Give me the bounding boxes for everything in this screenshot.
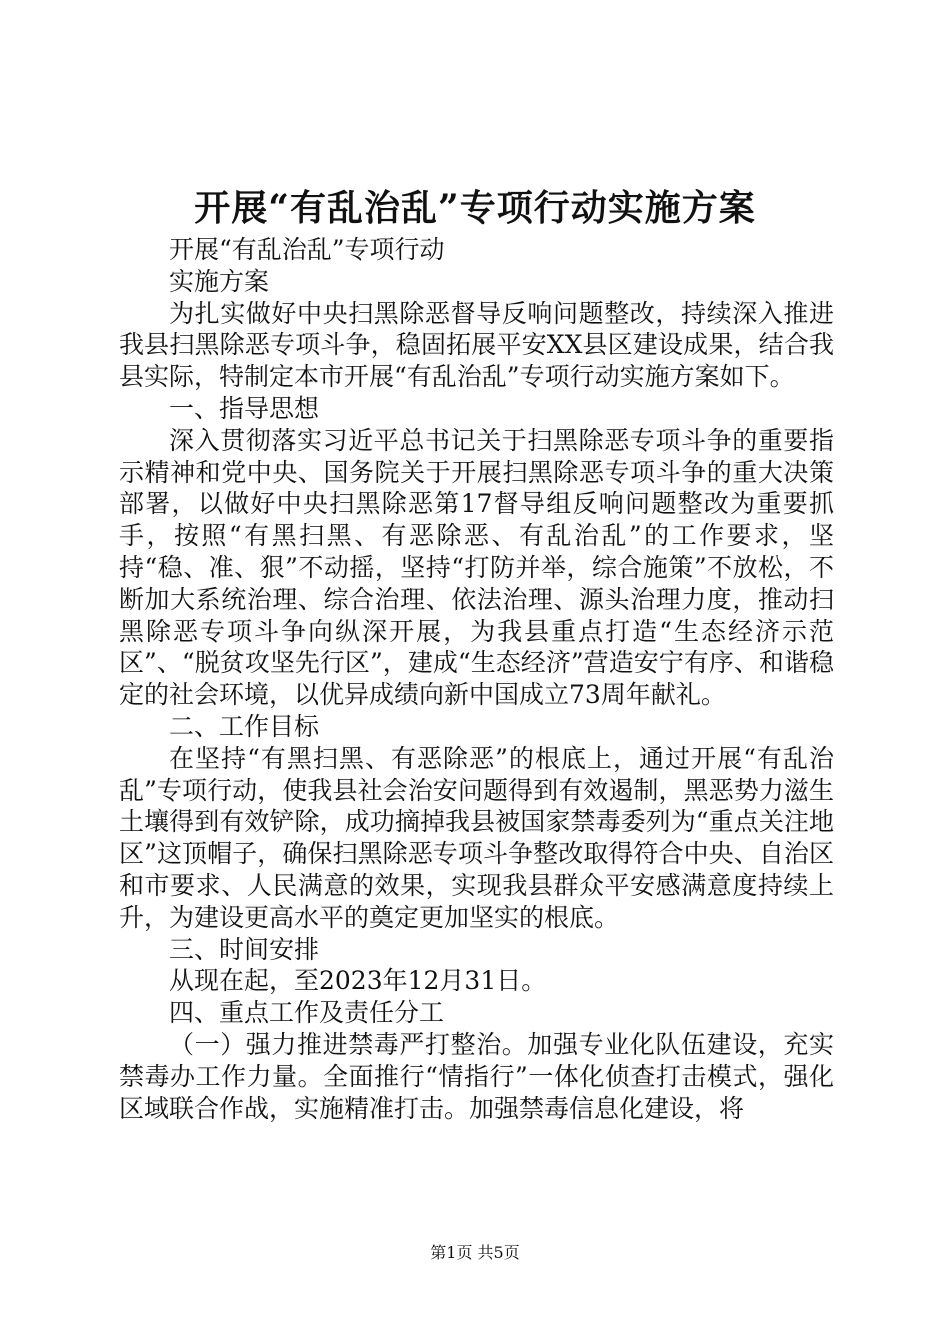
section-heading-schedule: 三、时间安排 <box>169 934 320 964</box>
page-footer: 第1页 共5页 <box>430 1243 520 1262</box>
section-heading-key-tasks: 四、重点工作及责任分工 <box>169 998 445 1028</box>
document-title: 开展“有乱治乱”专项行动实施方案 <box>194 187 756 229</box>
intro-paragraph: 为扎实做好中央扫黑除恶督导反响问题整改，持续深入推进我县扫黑除恶专项斗争，稳固拓展平安XX县区建设成果，结合我县实际，特制定本市开展“有乱治乱”专项行动实施方案如下。 <box>119 298 834 392</box>
subtitle-line-2: 实施方案 <box>169 266 270 296</box>
section-heading-guiding-thought: 一、指导思想 <box>169 393 320 423</box>
subtitle-line-1: 开展“有乱治乱”专项行动 <box>169 235 445 264</box>
key-tasks-paragraph-1: （一）强力推进禁毒严打整治。加强专业化队伍建设，充实禁毒办工作力量。全面推行“情指行”一体化侦查打击模式，强化区域联合作战，实施精准打击。加强禁毒信息化建设，将 <box>119 1029 834 1123</box>
document-body <box>119 234 834 1124</box>
work-goals-paragraph: 在坚持“有黑扫黑、有恶除恶”的根底上，通过开展“有乱治乱”专项行动，使我县社会治安问题得到有效遏制，黑恶势力滋生土壤得到有效铲除，成功摘掉我县被国家禁毒委列为“重点关注地区”这顶帽子，确保扫黑除恶专项斗争整改取得符合中央、自治区和市要求、人民满意的效果，实现我县群众平安感满意度持续上升，为建设更高水平的奠定更加坚实的根底。 <box>119 743 834 932</box>
schedule-paragraph: 从现在起，至2023年12月31日。 <box>169 966 547 996</box>
section-heading-work-goals: 二、工作目标 <box>169 711 320 741</box>
guiding-thought-paragraph: 深入贯彻落实习近平总书记关于扫黑除恶专项斗争的重要指示精神和党中央、国务院关于开展扫黑除恶专项斗争的重大决策部署，以做好中央扫黑除恶第17督导组反响问题整改为重要抓手，按照“有黑扫黑、有恶除恶、有乱治乱”的工作要求，坚持“稳、准、狠”不动摇，坚持“打防并举，综合施策”不放松，不断加大系统治理、综合治理、依法治理、源头治理力度，推动扫黑除恶专项斗争向纵深开展，为我县重点打造“生态经济示范区”、“脱贫攻坚先行区”，建成“生态经济”营造安宁有序、和谐稳定的社会环境，以优异成绩向新中国成立73周年献礼。 <box>119 425 834 710</box>
